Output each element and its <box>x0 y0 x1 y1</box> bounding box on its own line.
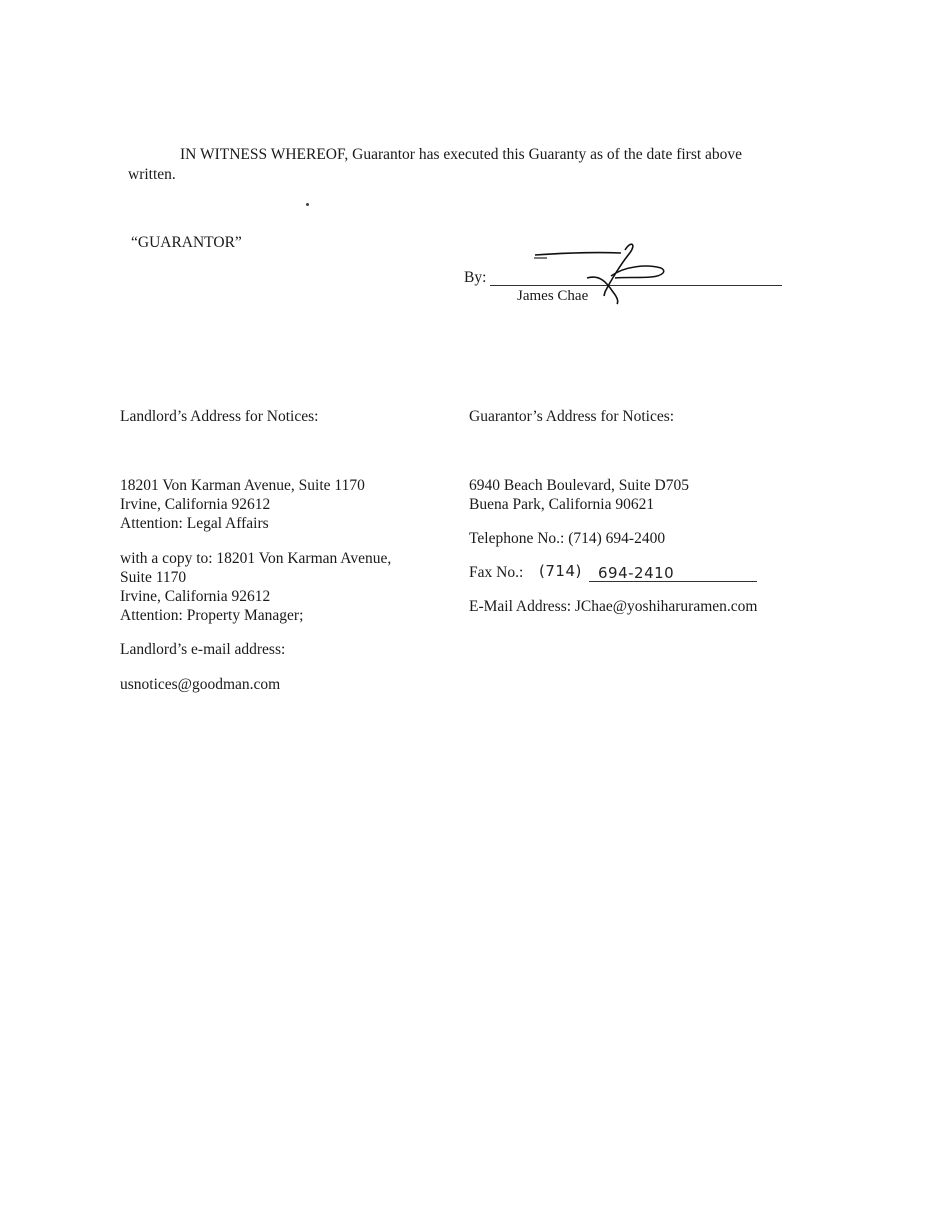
by-label: By: <box>464 269 487 286</box>
witness-clause-line-1: IN WITNESS WHEREOF, Guarantor has executed this Guaranty as of the date first above <box>180 146 743 163</box>
guarantor-email: E-Mail Address: JChae@yoshiharuramen.com <box>469 598 758 615</box>
fax-area-code-handwritten: (714) <box>539 562 582 580</box>
copy-address-line: with a copy to: 18201 Von Karman Avenue, <box>120 550 392 567</box>
scan-speck <box>306 203 309 206</box>
landlord-address <box>120 476 365 533</box>
landlord-address-line: 18201 Von Karman Avenue, Suite 1170 <box>120 477 365 494</box>
fax-label: Fax No.: <box>469 564 524 581</box>
landlord-address-line: Attention: Legal Affairs <box>120 515 269 532</box>
guarantor-notice-heading: Guarantor’s Address for Notices: <box>469 408 675 425</box>
copy-address-line: Suite 1170 <box>120 569 187 586</box>
guarantor-address <box>469 476 689 514</box>
landlord-notice-heading: Landlord’s Address for Notices: <box>120 408 319 425</box>
signer-name: James Chae <box>517 288 589 304</box>
copy-address-line: Irvine, California 92612 <box>120 588 271 605</box>
landlord-address-line: Irvine, California 92612 <box>120 496 271 513</box>
guarantor-address-line: 6940 Beach Boulevard, Suite D705 <box>469 477 689 494</box>
fax-number-handwritten: 694-2410 <box>598 564 675 582</box>
witness-clause-line-2: written. <box>128 166 176 183</box>
landlord-copy-address <box>120 549 391 625</box>
guarantor-label: “GUARANTOR” <box>131 234 242 251</box>
copy-address-line: Attention: Property Manager; <box>120 607 304 624</box>
landlord-email: usnotices@goodman.com <box>120 676 281 693</box>
guarantor-address-line: Buena Park, California 90621 <box>469 496 655 513</box>
landlord-email-label: Landlord’s e-mail address: <box>120 641 286 658</box>
guarantor-telephone: Telephone No.: (714) 694-2400 <box>469 530 666 547</box>
